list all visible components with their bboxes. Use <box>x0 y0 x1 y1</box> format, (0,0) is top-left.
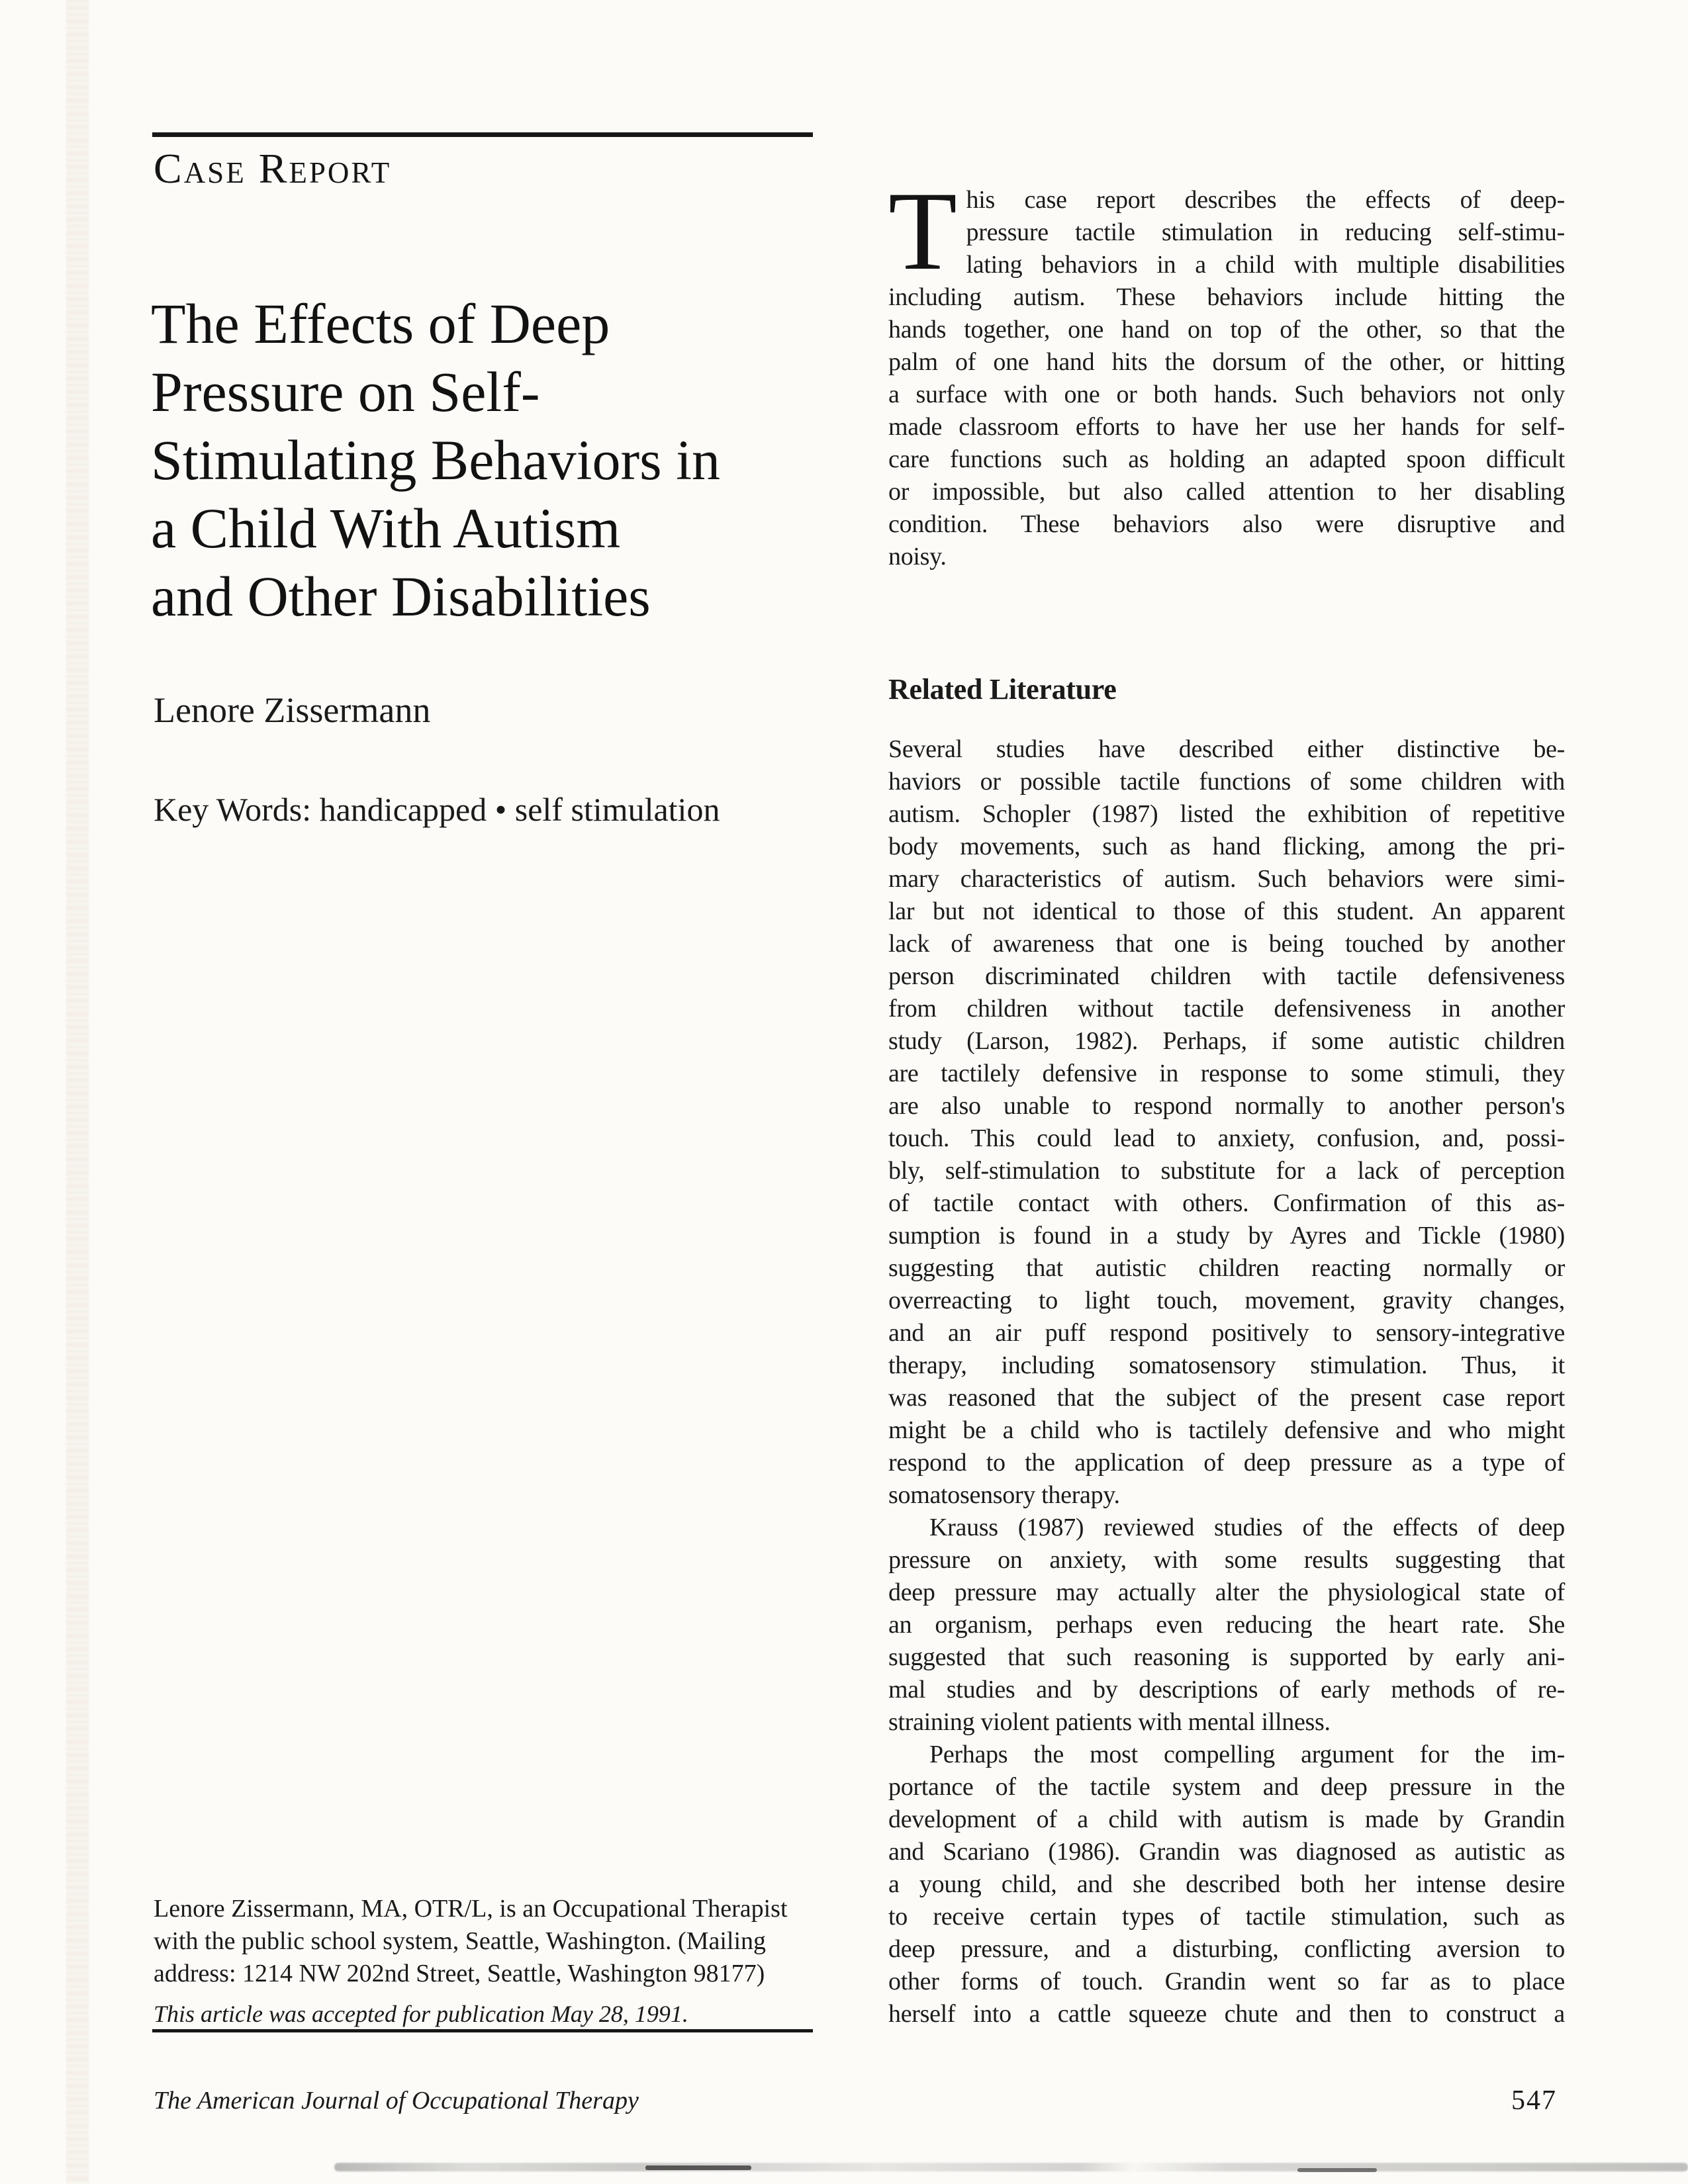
text-line: condition. These behaviors also were disruptive and <box>888 510 1565 538</box>
keywords-line: Key Words: handicapped • self stimulation <box>154 791 720 828</box>
text-line: from children without tactile defensiveness in another <box>888 995 1565 1023</box>
text-line: person discriminated children with tactile defensiveness <box>888 962 1565 990</box>
paragraph-related-literature-1 <box>888 733 1565 1512</box>
author-affiliation-note <box>154 1893 868 1990</box>
text-line: The Effects of Deep <box>151 292 610 355</box>
text-line: and an air puff respond positively to sensory-integrative <box>888 1319 1565 1347</box>
section-heading-related-literature: Related Literature <box>888 673 1117 705</box>
journal-name-footer: The American Journal of Occupational Therapy <box>154 2087 639 2115</box>
text-line: therapy, including somatosensory stimulation. Thus, it <box>888 1351 1565 1379</box>
footer-rule <box>152 2029 813 2032</box>
page-number: 547 <box>1511 2085 1557 2116</box>
text-line: pressure on anxiety, with some results suggesting that <box>888 1546 1565 1574</box>
text-line: respond to the application of deep pressure as a type of <box>888 1449 1565 1477</box>
text-line: Krauss (1987) reviewed studies of the effects of deep <box>929 1514 1565 1541</box>
text-line: and Scariano (1986). Grandin was diagnosed as autistic as <box>888 1838 1565 1866</box>
text-line: Several studies have described either distinctive be- <box>888 735 1565 763</box>
text-line: bly, self-stimulation to substitute for a lack of perception <box>888 1157 1565 1185</box>
text-line: pressure tactile stimulation in reducing self-stimu- <box>966 218 1565 246</box>
text-line: Perhaps the most compelling argument for the im- <box>929 1741 1565 1768</box>
text-line: straining violent patients with mental illness. <box>888 1708 1331 1736</box>
text-line: noisy. <box>888 543 947 570</box>
opening-paragraph <box>888 169 1565 573</box>
scan-edge-artifact <box>66 0 89 2184</box>
acceptance-note: This article was accepted for publication May 28, 1991. <box>154 2001 688 2027</box>
scan-smudge-dark-mark <box>645 2165 751 2170</box>
text-line: hands together, one hand on top of the other, so that the <box>888 316 1565 343</box>
text-line: a surface with one or both hands. Such behaviors not only <box>888 381 1565 408</box>
article-title <box>151 290 892 631</box>
text-line: suggested that such reasoning is supported by early ani- <box>888 1643 1565 1671</box>
text-line: palm of one hand hits the dorsum of the other, or hitting <box>888 348 1565 376</box>
text-line: autism. Schopler (1987) listed the exhibition of repetitive <box>888 800 1565 828</box>
text-line: herself into a cattle squeeze chute and then to construct a <box>888 2000 1565 2028</box>
text-line: somatosensory therapy. <box>888 1481 1120 1509</box>
text-line: a Child With Autism <box>151 496 621 560</box>
text-line: made classroom efforts to have her use her hands for self- <box>888 413 1565 441</box>
text-line: portance of the tactile system and deep pressure in the <box>888 1773 1565 1801</box>
text-line: body movements, such as hand flicking, among the pri- <box>888 833 1565 860</box>
text-line: suggesting that autistic children reacting normally or <box>888 1254 1565 1282</box>
text-line: an organism, perhaps even reducing the heart rate. She <box>888 1611 1565 1639</box>
text-line: study (Larson, 1982). Perhaps, if some autistic children <box>888 1027 1565 1055</box>
text-line: care functions such as holding an adapted spoon difficult <box>888 445 1565 473</box>
text-line: might be a child who is tactilely defensive and who might <box>888 1416 1565 1444</box>
text-line: deep pressure, and a disturbing, conflicting aversion to <box>888 1935 1565 1963</box>
text-line: deep pressure may actually alter the physiological state of <box>888 1578 1565 1606</box>
text-line: haviors or possible tactile functions of some children with <box>888 768 1565 796</box>
text-line: Stimulating Behaviors in <box>151 428 720 492</box>
paragraph-grandin <box>888 1739 1565 2030</box>
section-label: Case Report <box>154 145 392 192</box>
text-line: overreacting to light touch, movement, gravity changes, <box>888 1287 1565 1314</box>
text-line: are also unable to respond normally to another person's <box>888 1092 1565 1120</box>
text-line: and Other Disabilities <box>151 565 651 628</box>
text-line: lating behaviors in a child with multiple disabilities <box>966 251 1565 279</box>
text-line: other forms of touch. Grandin went so far as to place <box>888 1968 1565 1995</box>
text-line: are tactilely defensive in response to some stimuli, they <box>888 1060 1565 1087</box>
text-line: with the public school system, Seattle, Washington. (Mailing <box>154 1927 767 1955</box>
text-line: address: 1214 NW 202nd Street, Seattle, Washington 98177) <box>154 1960 765 1987</box>
text-line: of tactile contact with others. Confirmation of this as- <box>888 1189 1565 1217</box>
drop-cap: T <box>888 169 957 293</box>
text-line: Lenore Zissermann, MA, OTR/L, is an Occupational Therapist <box>154 1895 788 1923</box>
scan-smudge-dark-mark <box>1297 2168 1377 2172</box>
text-line: touch. This could lead to anxiety, confusion, and, possi- <box>888 1124 1565 1152</box>
text-line: his case report describes the effects of deep- <box>966 186 1565 214</box>
article-body-column <box>888 169 1565 2030</box>
paragraph-krauss <box>888 1512 1565 1739</box>
header-rule <box>152 132 813 137</box>
opening-paragraph-lines <box>888 169 1565 573</box>
author-name: Lenore Zissermann <box>154 690 431 730</box>
text-line: including autism. These behaviors include hitting the <box>888 283 1565 311</box>
text-line: lack of awareness that one is being touched by another <box>888 930 1565 958</box>
text-line: to receive certain types of tactile stimulation, such as <box>888 1903 1565 1931</box>
text-line: a young child, and she described both her intense desire <box>888 1870 1565 1898</box>
text-line: lar but not identical to those of this student. An apparent <box>888 897 1565 925</box>
text-line: was reasoned that the subject of the present case report <box>888 1384 1565 1412</box>
text-line: Pressure on Self- <box>151 360 540 424</box>
text-line: mal studies and by descriptions of early methods of re- <box>888 1676 1565 1704</box>
text-line: sumption is found in a study by Ayres and Tickle (1980) <box>888 1222 1565 1250</box>
text-line: mary characteristics of autism. Such behaviors were simi- <box>888 865 1565 893</box>
scan-smudge-artifact <box>334 2163 1688 2171</box>
text-line: development of a child with autism is made by Grandin <box>888 1805 1565 1833</box>
text-line: or impossible, but also called attention to her disabling <box>888 478 1565 506</box>
